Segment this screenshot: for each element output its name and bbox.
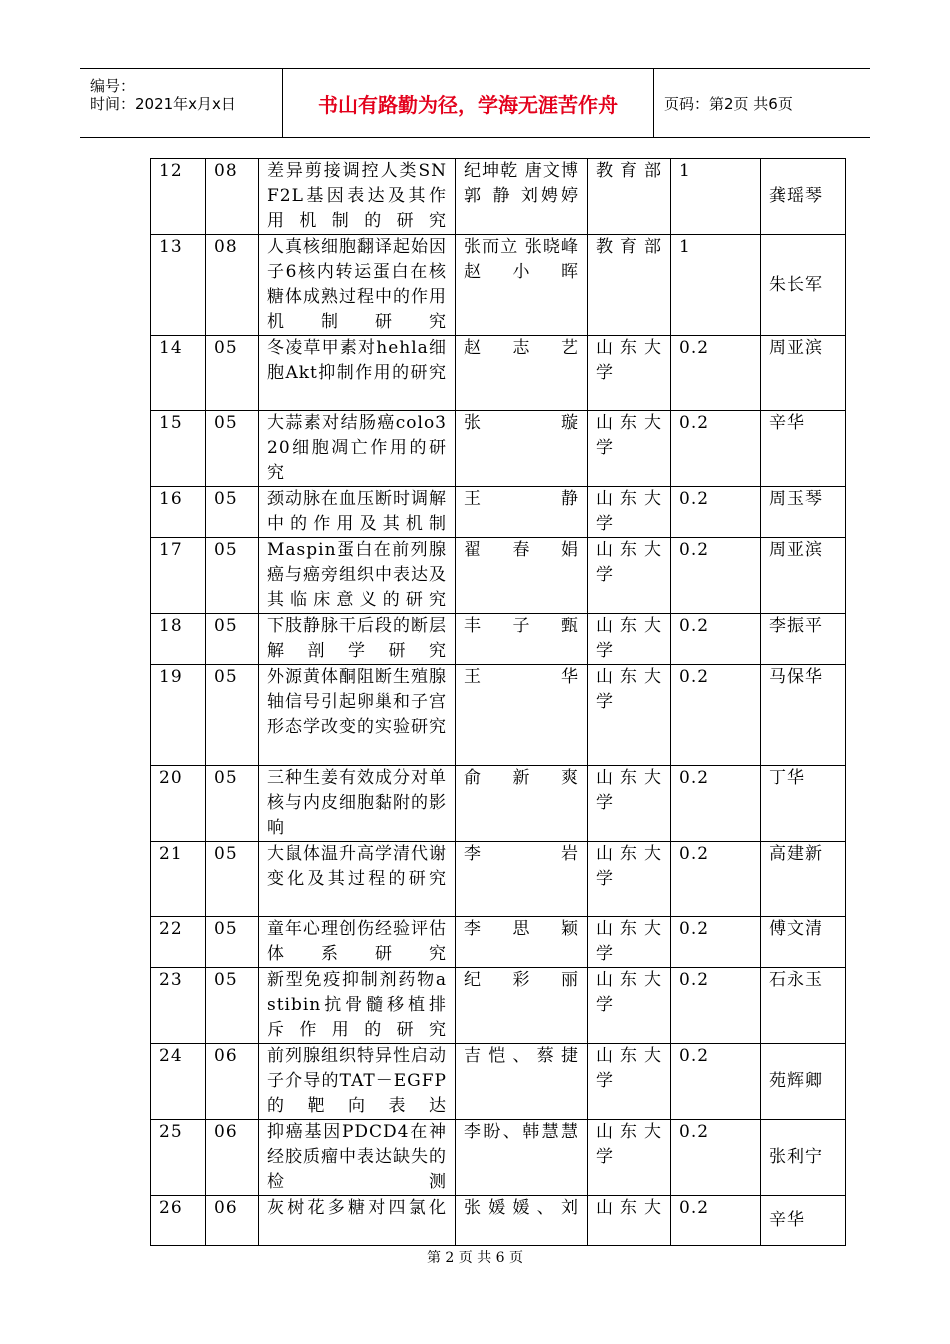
- funding-unit: 教育部: [588, 159, 671, 235]
- project-title: 冬凌草甲素对hehla细胞Akt抑制作用的研究: [259, 336, 456, 411]
- funding-unit: 教育部: [588, 235, 671, 336]
- project-members: 纪彩丽: [456, 968, 588, 1044]
- row-number: 14: [151, 336, 206, 411]
- funding-unit: 山东大学: [588, 487, 671, 538]
- row-number: 22: [151, 917, 206, 968]
- funding-amount: 0.2: [671, 968, 761, 1044]
- supervisor: 朱长军: [761, 235, 846, 336]
- discipline-code: 05: [206, 487, 259, 538]
- row-number: 17: [151, 538, 206, 614]
- row-number: 15: [151, 411, 206, 487]
- discipline-code: 06: [206, 1044, 259, 1120]
- supervisor: 马保华: [761, 665, 846, 766]
- row-number: 16: [151, 487, 206, 538]
- supervisor: 周玉琴: [761, 487, 846, 538]
- funding-unit: 山东大学: [588, 766, 671, 842]
- discipline-code: 05: [206, 842, 259, 917]
- supervisor: 高建新: [761, 842, 846, 917]
- row-number: 13: [151, 235, 206, 336]
- funding-amount: 0.2: [671, 766, 761, 842]
- project-title: 灰树花多糖对四氯化: [259, 1196, 456, 1246]
- project-title: Maspin蛋白在前列腺癌与癌旁组织中表达及其临床意义的研究: [259, 538, 456, 614]
- project-title: 颈动脉在血压断时调解中的作用及其机制: [259, 487, 456, 538]
- discipline-code: 05: [206, 336, 259, 411]
- project-title: 大鼠体温升高学清代谢变化及其过程的研究: [259, 842, 456, 917]
- project-members: 俞新爽: [456, 766, 588, 842]
- row-number: 12: [151, 159, 206, 235]
- row-number: 26: [151, 1196, 206, 1246]
- table-row: [151, 665, 846, 766]
- project-title: 下肢静脉干后段的断层解剖学研究: [259, 614, 456, 665]
- discipline-code: 05: [206, 917, 259, 968]
- funding-amount: 0.2: [671, 1120, 761, 1196]
- page-header: [80, 68, 870, 138]
- project-members: 赵志艺: [456, 336, 588, 411]
- supervisor: 苑辉卿: [761, 1044, 846, 1120]
- project-title: 外源黄体酮阻断生殖腺轴信号引起卵巢和子宫形态学改变的实验研究: [259, 665, 456, 766]
- funding-unit: 山东大学: [588, 1044, 671, 1120]
- project-title: 新型免疫抑制剂药物astibin抗骨髓移植排斥作用的研究: [259, 968, 456, 1044]
- header-page-label: 页码：第2页 共6页: [664, 94, 793, 113]
- supervisor: 石永玉: [761, 968, 846, 1044]
- project-title: 童年心理创伤经验评估体系研究: [259, 917, 456, 968]
- funding-amount: 1: [671, 159, 761, 235]
- discipline-code: 08: [206, 235, 259, 336]
- table-row: [151, 487, 846, 538]
- table-row: [151, 1044, 846, 1120]
- funding-amount: 0.2: [671, 665, 761, 766]
- table-row: [151, 968, 846, 1044]
- funding-unit: 山东大学: [588, 336, 671, 411]
- project-title: 差异剪接调控人类SNF2L基因表达及其作用机制的研究: [259, 159, 456, 235]
- funding-amount: 0.2: [671, 917, 761, 968]
- funding-unit: 山东大学: [588, 538, 671, 614]
- discipline-code: 05: [206, 411, 259, 487]
- project-members: 吉恺、蔡捷: [456, 1044, 588, 1120]
- discipline-code: 05: [206, 665, 259, 766]
- project-table: [150, 158, 846, 1246]
- project-members: 王静: [456, 487, 588, 538]
- table-row: [151, 336, 846, 411]
- funding-amount: 0.2: [671, 842, 761, 917]
- row-number: 18: [151, 614, 206, 665]
- project-members: 张璇: [456, 411, 588, 487]
- discipline-code: 05: [206, 766, 259, 842]
- funding-unit: 山东大学: [588, 968, 671, 1044]
- row-number: 23: [151, 968, 206, 1044]
- project-members: 丰子甄: [456, 614, 588, 665]
- project-title: 前列腺组织特异性启动子介导的TAT－EGFP的靶向表达: [259, 1044, 456, 1120]
- table-row: [151, 766, 846, 842]
- supervisor: 傅文清: [761, 917, 846, 968]
- row-number: 25: [151, 1120, 206, 1196]
- page-footer: 第 2 页 共 6 页: [426, 1250, 524, 1266]
- project-members: 张而立 张晓峰 赵小晖: [456, 235, 588, 336]
- funding-unit: 山东大: [588, 1196, 671, 1246]
- project-title: 抑癌基因PDCD4在神经胶质瘤中表达缺失的检测: [259, 1120, 456, 1196]
- supervisor: 龚瑶琴: [761, 159, 846, 235]
- funding-unit: 山东大学: [588, 917, 671, 968]
- funding-amount: 0.2: [671, 411, 761, 487]
- supervisor: 李振平: [761, 614, 846, 665]
- table-row: [151, 235, 846, 336]
- table-row: [151, 1120, 846, 1196]
- project-title: 三种生姜有效成分对单核与内皮细胞黏附的影响: [259, 766, 456, 842]
- project-members: 纪坤乾 唐文博 郭 静 刘娉婷: [456, 159, 588, 235]
- funding-amount: 0.2: [671, 614, 761, 665]
- table-row: [151, 159, 846, 235]
- table-row: [151, 614, 846, 665]
- project-members: 王华: [456, 665, 588, 766]
- header-motto: 书山有路勤为径，学海无涯苦作舟: [283, 69, 654, 137]
- supervisor: 张利宁: [761, 1120, 846, 1196]
- discipline-code: 06: [206, 1196, 259, 1246]
- time-label: 时间：2021年x月x日: [90, 95, 236, 113]
- number-label: 编号：: [90, 77, 136, 95]
- row-number: 20: [151, 766, 206, 842]
- header-meta: [80, 69, 283, 137]
- discipline-code: 05: [206, 614, 259, 665]
- funding-amount: 1: [671, 235, 761, 336]
- row-number: 21: [151, 842, 206, 917]
- funding-unit: 山东大学: [588, 1120, 671, 1196]
- project-title: 人真核细胞翻译起始因子6核内转运蛋白在核糖体成熟过程中的作用机制研究: [259, 235, 456, 336]
- funding-amount: 0.2: [671, 1044, 761, 1120]
- table-row: [151, 842, 846, 917]
- table-row: [151, 917, 846, 968]
- project-title: 大蒜素对结肠癌colo320细胞凋亡作用的研究: [259, 411, 456, 487]
- discipline-code: 05: [206, 538, 259, 614]
- funding-amount: 0.2: [671, 336, 761, 411]
- supervisor: 丁华: [761, 766, 846, 842]
- funding-unit: 山东大学: [588, 614, 671, 665]
- discipline-code: 06: [206, 1120, 259, 1196]
- project-members: 翟春娟: [456, 538, 588, 614]
- funding-amount: 0.2: [671, 487, 761, 538]
- supervisor: 周亚滨: [761, 538, 846, 614]
- table-row: [151, 1196, 846, 1246]
- project-members: 李岩: [456, 842, 588, 917]
- row-number: 24: [151, 1044, 206, 1120]
- project-members: 李盼、韩慧慧: [456, 1120, 588, 1196]
- funding-unit: 山东大学: [588, 665, 671, 766]
- table-row: [151, 411, 846, 487]
- funding-unit: 山东大学: [588, 842, 671, 917]
- project-members: 李思颖: [456, 917, 588, 968]
- supervisor: 周亚滨: [761, 336, 846, 411]
- row-number: 19: [151, 665, 206, 766]
- funding-amount: 0.2: [671, 1196, 761, 1246]
- project-members: 张媛媛、刘: [456, 1196, 588, 1246]
- discipline-code: 05: [206, 968, 259, 1044]
- supervisor: 辛华: [761, 1196, 846, 1246]
- supervisor: 辛华: [761, 411, 846, 487]
- funding-amount: 0.2: [671, 538, 761, 614]
- table-row: [151, 538, 846, 614]
- discipline-code: 08: [206, 159, 259, 235]
- table-body: [151, 159, 846, 1246]
- funding-unit: 山东大学: [588, 411, 671, 487]
